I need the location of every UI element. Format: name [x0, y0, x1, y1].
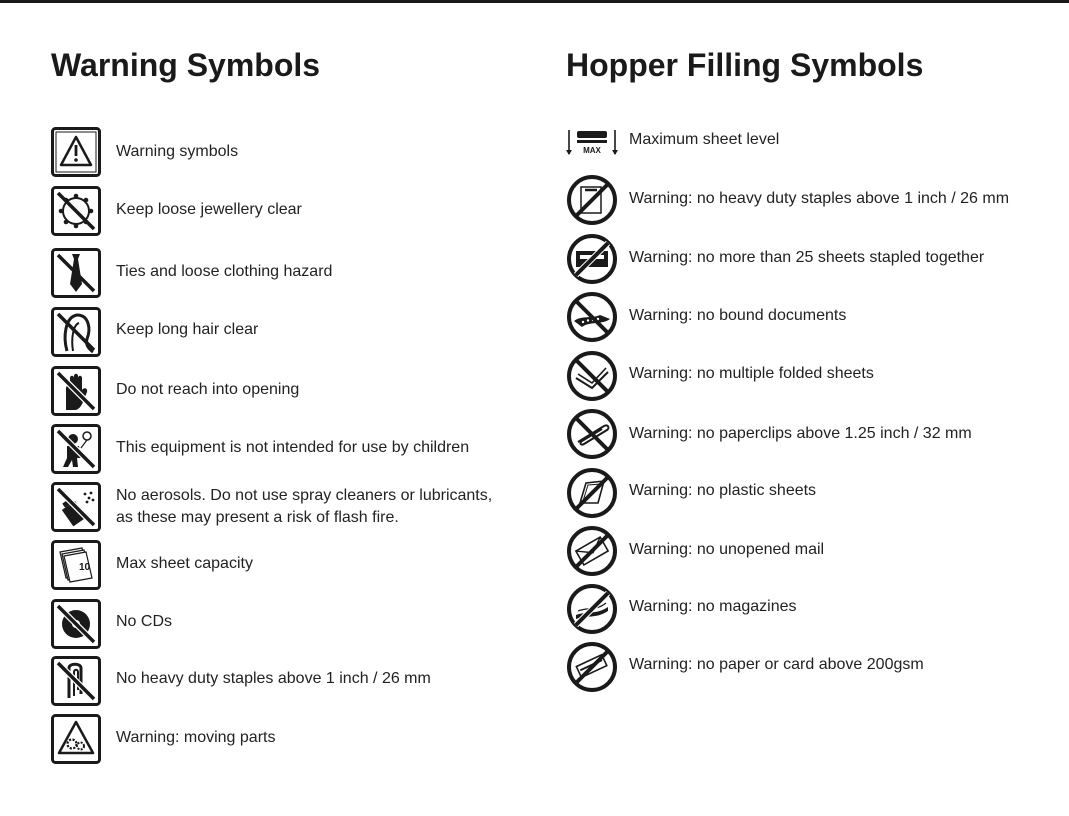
hopper-item-label: Maximum sheet level	[629, 131, 780, 148]
hopper-item-label: Warning: no heavy duty staples above 1 inch / 26 mm	[629, 190, 1010, 207]
warning-item-label: Warning: moving parts	[116, 729, 276, 746]
section-title-hopper: Hopper Filling Symbols	[566, 47, 924, 83]
warning-item-label: Max sheet capacity	[116, 555, 253, 572]
warning-item-label: Ties and loose clothing hazard	[116, 263, 333, 280]
warning-item-label: Keep long hair clear	[116, 321, 259, 338]
no-hand-icon	[51, 366, 99, 414]
hopper-item-label: Warning: no paper or card above 200gsm	[629, 656, 924, 673]
warning-item-label: No aerosols. Do not use spray cleaners or lubricants,	[116, 487, 493, 504]
no-heavy-card-icon	[566, 641, 618, 693]
warning-item-label-line-2: as these may present a risk of flash fire.	[116, 509, 399, 526]
no-staples-icon	[51, 656, 99, 704]
warning-item-label: No heavy duty staples above 1 inch / 26 mm	[116, 670, 431, 687]
max-sheets-number: 10	[79, 562, 91, 573]
no-long-hair-icon	[51, 307, 99, 355]
hopper-item-label: Warning: no plastic sheets	[629, 482, 817, 499]
warning-item-label: Do not reach into opening	[116, 381, 300, 398]
no-paperclips-icon	[566, 408, 618, 460]
section-title-warning: Warning Symbols	[51, 47, 321, 83]
no-folded-sheets-icon	[566, 350, 618, 402]
no-heavy-staples-icon	[566, 174, 618, 226]
no-stapled-sheets-icon	[566, 233, 618, 285]
hopper-item-label: Warning: no magazines	[629, 598, 797, 615]
hopper-item-label: Warning: no unopened mail	[629, 541, 825, 558]
no-aerosol-icon	[51, 482, 99, 530]
no-children-icon	[51, 424, 99, 472]
no-magazines-icon	[566, 583, 618, 635]
no-unopened-mail-icon	[566, 525, 618, 577]
warning-item-label: This equipment is not intended for use by children	[116, 439, 470, 456]
hopper-item-label: Warning: no bound documents	[629, 307, 847, 324]
no-tie-icon	[51, 248, 99, 296]
max-level-text: MAX	[583, 146, 601, 155]
hopper-item-label: Warning: no paperclips above 1.25 inch / 32 mm	[629, 425, 972, 442]
hopper-item-label: Warning: no more than 25 sheets stapled together	[629, 249, 985, 266]
no-plastic-sheets-icon	[566, 467, 618, 519]
warning-triangle-icon	[51, 127, 99, 175]
no-bound-documents-icon	[566, 291, 618, 343]
warning-item-label: Keep loose jewellery clear	[116, 201, 302, 218]
hopper-item-label: Warning: no multiple folded sheets	[629, 365, 874, 382]
max-level-icon	[566, 126, 622, 158]
warning-item-label: Warning symbols	[116, 143, 239, 160]
max-sheets-icon	[51, 540, 99, 588]
no-cd-icon	[51, 599, 99, 647]
top-rule	[0, 0, 1069, 3]
no-jewellery-icon	[51, 186, 99, 234]
moving-parts-icon	[51, 714, 99, 762]
warning-item-label: No CDs	[116, 613, 173, 630]
